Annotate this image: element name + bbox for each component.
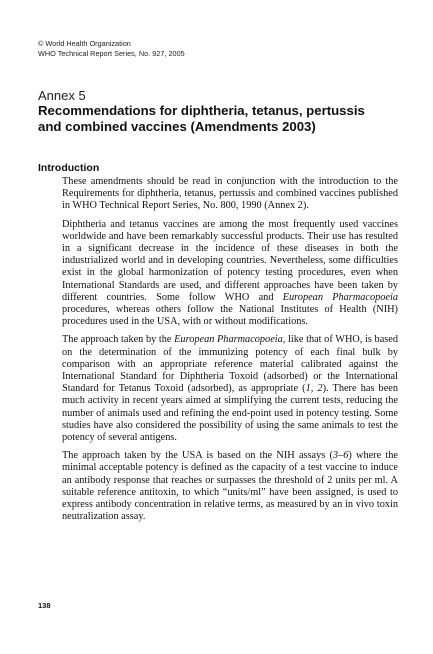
annex-number: Annex 5 (38, 88, 86, 103)
section-heading: Introduction (38, 162, 100, 174)
paragraph-2-text-a: Diphtheria and tetanus vaccines are among the most frequently used vaccines worldwide and have been remarkably successful products. Their use has resulted in a significant decrease in the incidence of these diseases in both the industrialized world and in developing countries. Nevertheless, some difficulties exist in the global harmonization of potency testing procedures, even when International Standards are used, and different approaches have been taken by different countries. Some follow WHO and (62, 218, 398, 303)
series-line: WHO Technical Report Series, No. 927, 2005 (38, 49, 185, 58)
copyright-line: © World Health Organization (38, 39, 131, 48)
paragraph-3-text-a: The approach taken by the (62, 334, 175, 346)
paragraph-1-text: These amendments should be read in conjunction with the introduction to the Requirements for diphtheria, tetanus, pertussis and combined vaccines published in WHO Technical Report Series, No. 800, 1990 (Annex 2). (62, 176, 398, 212)
copyright-block (38, 39, 398, 59)
paragraph-3-italic-1: European Pharmacopoeia (174, 334, 283, 346)
paragraph-4-text-b: ) where the minimal acceptable potency is defined as the capacity of a test vaccine to induce an antibody response that reaches or surpasses the threshold of 2 units per ml. A suitable reference antitoxin, to which “units/ml” have been assigned, is used to express antibody concentration in relative terms, as measured by an in vivo toxin neutralization assay. (62, 450, 398, 523)
annex-title-line-2: and combined vaccines (Amendments 2003) (38, 119, 316, 134)
annex-title (38, 103, 398, 135)
paragraph-4-italic: 3–6 (332, 450, 349, 462)
page-number: 138 (38, 601, 51, 610)
paragraph-3-text-c: ). There has been much activity in recent years aimed at simplifying the current tests, reducing the number of animals used and refining the end-point used in potency testing. Some studies have also considered the possibility of using the same animals to test the potency of several antigens. (62, 383, 398, 444)
body-text (62, 176, 398, 529)
paragraph-4-text-a: The approach taken by the USA is based on the NIH assays ( (62, 450, 333, 462)
paragraph-4 (62, 450, 398, 523)
paragraph-1 (62, 176, 398, 213)
annex-title-line-1: Recommendations for diphtheria, tetanus, pertussis (38, 103, 365, 118)
paragraph-3-text-b: , like that of WHO, is based on the determination of the immunizing potency of each final bulk by comparison with an appropriate reference material calibrated against the International Standard for Diphtheria Toxoid (adsorbed) or the International Standard for Tetanus Toxoid (adsorbed), as appropriate ( (62, 334, 398, 395)
paragraph-3 (62, 334, 398, 444)
paragraph-3-italic-2: 1, 2 (305, 383, 323, 395)
paragraph-2 (62, 219, 398, 329)
paragraph-2-italic: European Pharmacopoeia (282, 291, 398, 303)
paragraph-2-text-b: procedures, whereas others follow the National Institutes of Health (NIH) procedures used in the USA, with or without modifications. (62, 304, 398, 328)
